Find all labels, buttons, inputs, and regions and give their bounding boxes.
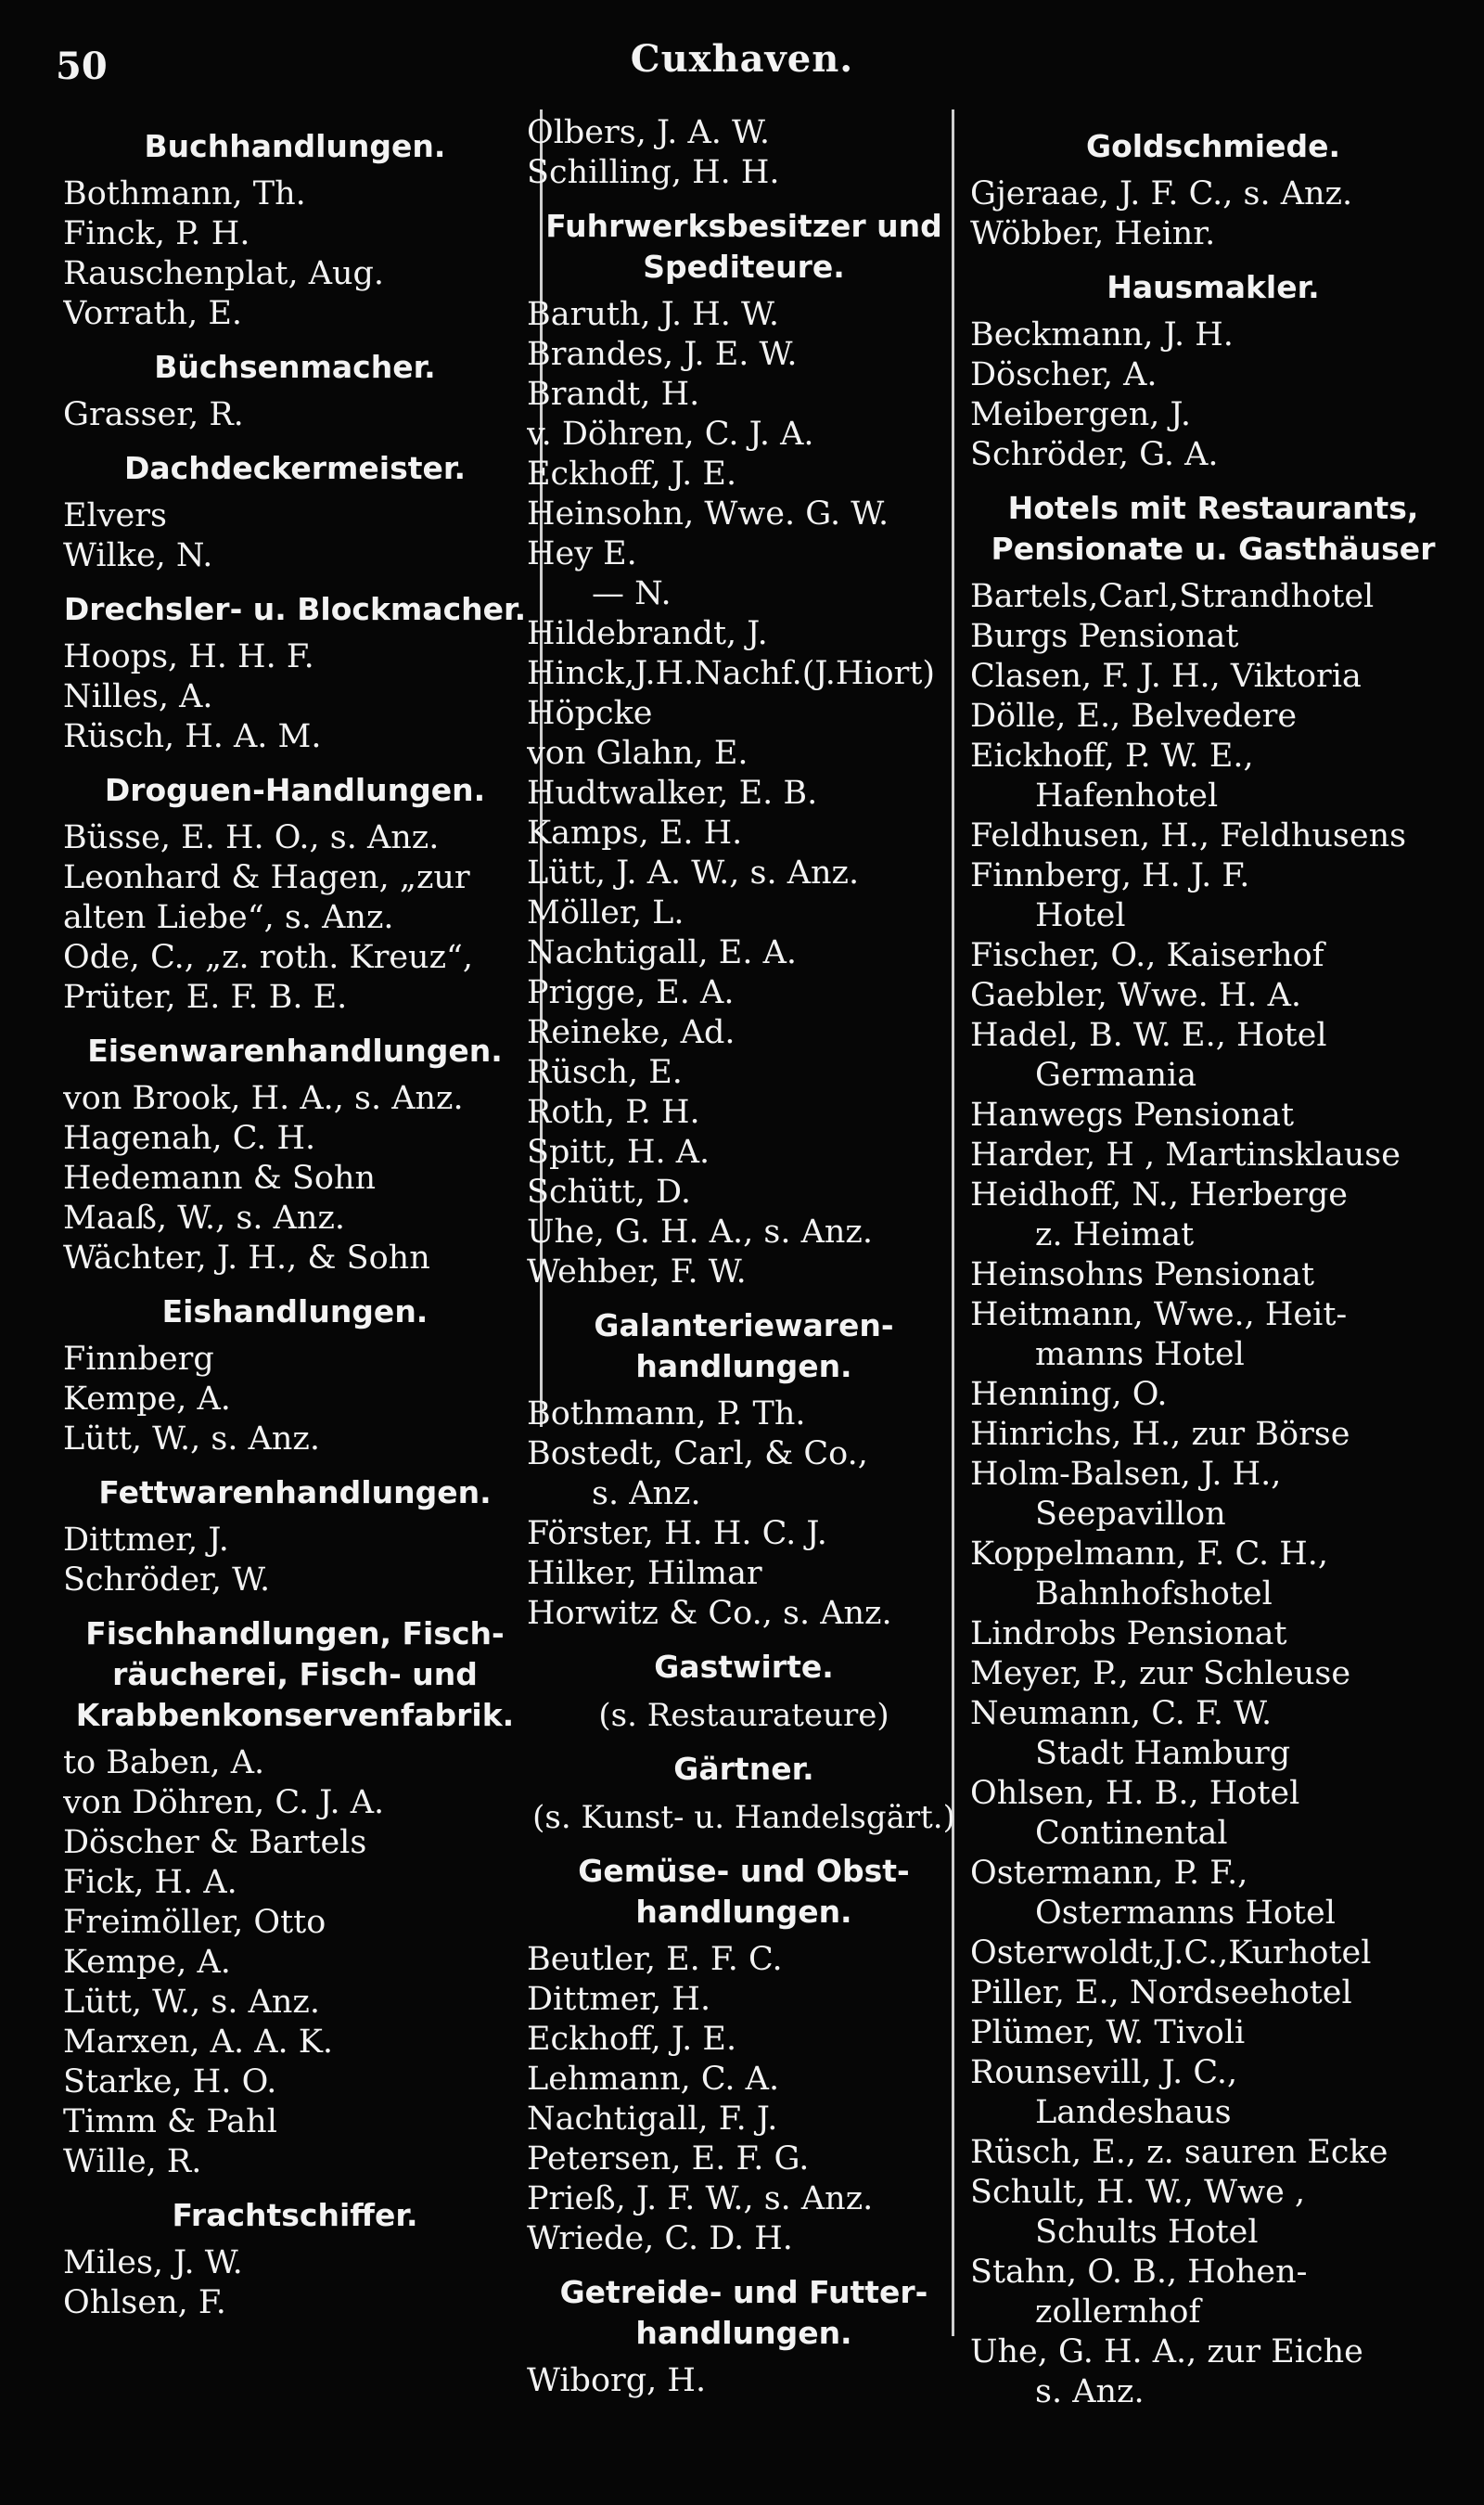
directory-entry: Wiborg, H. (527, 2362, 707, 2399)
directory-section (63, 1472, 527, 1600)
section-heading: Fuhrwerksbesitzer und Spediteure. (545, 208, 942, 285)
directory-entry: z. Heimat (1035, 1216, 1195, 1253)
directory-entry: Henning, O. (970, 1376, 1168, 1413)
directory-entry: Stahn, O. B., Hohen- (970, 2254, 1308, 2291)
directory-entry: Schröder, W. (63, 1561, 271, 1599)
directory-entry: Neumann, C. F. W. (970, 1695, 1273, 1732)
directory-entry: Kempe, A. (63, 1381, 231, 1418)
section-heading: Gärtner. (673, 1751, 814, 1787)
cross-reference-note: (s. Restaurateure) (598, 1697, 889, 1734)
directory-entry: Wächter, J. H., & Sohn (63, 1240, 430, 1277)
directory-entry: Hudtwalker, E. B. (527, 775, 818, 812)
section-heading: Büchsenmacher. (154, 349, 436, 385)
directory-entry: manns Hotel (1035, 1336, 1245, 1373)
directory-entry: Timm & Pahl (63, 2103, 277, 2140)
directory-entry: Lindrobs Pensionat (970, 1615, 1287, 1652)
directory-entry: Miles, J. W. (63, 2244, 243, 2281)
directory-entry: Eckhoff, J. E. (527, 2021, 737, 2058)
directory-entry: Hagenah, C. H. (63, 1120, 316, 1157)
section-heading: Galanteriewaren-handlungen. (594, 1307, 894, 1384)
directory-entry: Bothmann, P. Th. (527, 1395, 806, 1432)
directory-entry: Büsse, E. H. O., s. Anz. (63, 819, 440, 856)
directory-entry: Lütt, W., s. Anz. (63, 1420, 320, 1458)
directory-entry: Meibergen, J. (970, 396, 1191, 433)
directory-section (970, 126, 1456, 254)
section-heading: Frachtschiffer. (172, 2197, 418, 2233)
directory-entry: Dittmer, J. (63, 1522, 229, 1559)
directory-entry: Prieß, J. F. W., s. Anz. (527, 2180, 874, 2217)
directory-section (527, 113, 961, 193)
directory-entry: Eckhoff, J. E. (527, 456, 737, 493)
directory-entry: Finnberg, H. J. F. (970, 857, 1250, 894)
directory-entry: Elvers (63, 497, 167, 534)
directory-section (527, 1305, 961, 1634)
directory-entry: Hey E. (527, 535, 637, 572)
directory-entry: Heidhoff, N., Herberge (970, 1176, 1349, 1214)
directory-section (527, 206, 961, 1292)
directory-entry: Holm-Balsen, J. H., (970, 1456, 1282, 1493)
column-right (970, 113, 1456, 2488)
page-number: 50 (56, 45, 108, 88)
directory-entry: Uhe, G. H. A., s. Anz. (527, 1214, 873, 1251)
directory-entry: Heitmann, Wwe., Heit- (970, 1296, 1348, 1333)
directory-entry: Schilling, H. H. (527, 154, 780, 191)
section-heading: Buchhandlungen. (144, 128, 446, 164)
directory-entry: Hinck,J.H.Nachf.(J.Hiort) (527, 655, 936, 692)
directory-entry: Nachtigall, E. A. (527, 934, 798, 971)
directory-entry: Hilker, Hilmar (527, 1555, 762, 1592)
directory-entry: Rüsch, E. (527, 1054, 683, 1091)
directory-entry: Prigge, E. A. (527, 974, 735, 1011)
directory-entry: Horwitz & Co., s. Anz. (527, 1595, 892, 1632)
directory-entry: Fick, H. A. (63, 1864, 237, 1901)
directory-section (63, 2195, 527, 2323)
directory-entry: Dittmer, H. (527, 1981, 711, 2018)
directory-entry: Uhe, G. H. A., zur Eiche (970, 2333, 1363, 2370)
directory-entry: Fischer, O., Kaiserhof (970, 937, 1324, 974)
directory-entry: Kempe, A. (63, 1944, 231, 1981)
section-heading: Gastwirte. (654, 1649, 834, 1685)
directory-entry: Nachtigall, F. J. (527, 2100, 778, 2138)
directory-entry: Schults Hotel (1035, 2214, 1259, 2251)
directory-entry: Schröder, G. A. (970, 436, 1219, 473)
directory-entry: Piller, E., Nordseehotel (970, 1974, 1352, 2011)
directory-entry: Prüter, E. F. B. E. (63, 979, 348, 1016)
directory-entry: Koppelmann, F. C. H., (970, 1535, 1329, 1573)
directory-entry: Ode, C., „z. roth. Kreuz“, (63, 939, 474, 976)
directory-entry: Bahnhofshotel (1035, 1575, 1273, 1612)
directory-entry: Finck, P. H. (63, 215, 250, 252)
column-left (63, 113, 527, 2488)
directory-entry: Beutler, E. F. C. (527, 1941, 783, 1978)
directory-entry: alten Liebe“, s. Anz. (63, 899, 394, 936)
directory-entry: Dölle, E., Belvedere (970, 698, 1298, 735)
directory-section (63, 589, 527, 757)
directory-entry: Rauschenplat, Aug. (63, 255, 385, 292)
directory-entry: Brandt, H. (527, 376, 700, 413)
section-heading: Getreide- und Futter-handlungen. (559, 2274, 928, 2351)
directory-entry: Marxen, A. A. K. (63, 2023, 334, 2061)
directory-entry: Lütt, W., s. Anz. (63, 1984, 320, 2021)
directory-entry: Roth, P. H. (527, 1094, 700, 1131)
directory-entry: Olbers, J. A. W. (527, 114, 771, 151)
directory-section (527, 1749, 961, 1838)
directory-entry: — N. (592, 575, 672, 612)
directory-entry: Continental (1035, 1815, 1228, 1852)
directory-entry: Ostermann, P. F., (970, 1855, 1248, 1892)
directory-entry: Brandes, J. E. W. (527, 336, 798, 373)
directory-entry: von Döhren, C. J. A. (63, 1784, 385, 1821)
directory-section (63, 1291, 527, 1459)
section-heading: Dachdeckermeister. (124, 450, 466, 486)
directory-entry: Kamps, E. H. (527, 815, 743, 852)
directory-entry: Leonhard & Hagen, „zur (63, 859, 470, 896)
directory-entry: Wriede, C. D. H. (527, 2220, 793, 2257)
directory-entry: Spitt, H. A. (527, 1134, 710, 1171)
directory-entry: Heinsohns Pensionat (970, 1256, 1315, 1293)
directory-section (527, 2272, 961, 2401)
section-heading: Gemüse- und Obst-handlungen. (578, 1853, 910, 1930)
directory-entry: Döscher & Bartels (63, 1824, 367, 1861)
directory-section (63, 126, 527, 334)
directory-entry: Bothmann, Th. (63, 175, 306, 212)
directory-entry: s. Anz. (592, 1475, 701, 1512)
running-head: Cuxhaven. (630, 37, 854, 81)
directory-section (527, 1647, 961, 1736)
directory-entry: zollernhof (1035, 2293, 1201, 2331)
directory-entry: Ohlsen, F. (63, 2284, 226, 2321)
directory-entry: Rounsevill, J. C., (970, 2054, 1238, 2091)
directory-entry: Hanwegs Pensionat (970, 1097, 1295, 1134)
directory-entry: Finnberg (63, 1341, 214, 1378)
directory-entry: Höpcke (527, 695, 653, 732)
directory-entry: Möller, L. (527, 894, 684, 931)
directory-entry: Hoops, H. H. F. (63, 638, 314, 675)
directory-entry: Wehber, F. W. (527, 1253, 747, 1291)
directory-entry: Heinsohn, Wwe. G. W. (527, 495, 889, 533)
directory-entry: Hafenhotel (1035, 777, 1219, 815)
directory-entry: Ostermanns Hotel (1035, 1895, 1336, 1932)
directory-entry: von Brook, H. A., s. Anz. (63, 1080, 464, 1117)
directory-entry: Feldhusen, H., Feldhusens (970, 817, 1407, 854)
directory-entry: Petersen, E. F. G. (527, 2140, 810, 2177)
cross-reference-note: (s. Kunst- u. Handelsgärt.) (532, 1799, 955, 1836)
directory-section (527, 1851, 961, 2259)
directory-entry: Freimöller, Otto (63, 1904, 326, 1941)
directory-entry: Beckmann, J. H. (970, 316, 1234, 353)
directory-entry: Hotel (1035, 897, 1126, 934)
directory-entry: Wöbber, Heinr. (970, 215, 1216, 252)
section-heading: Goldschmiede. (1085, 128, 1340, 164)
directory-entry: Nilles, A. (63, 678, 213, 715)
directory-entry: Schult, H. W., Wwe , (970, 2174, 1306, 2211)
directory-entry: Wilke, N. (63, 537, 213, 574)
directory-entry: Hinrichs, H., zur Börse (970, 1416, 1350, 1453)
directory-entry: Rüsch, H. A. M. (63, 718, 322, 755)
directory-entry: Ohlsen, H. B., Hotel (970, 1775, 1300, 1812)
directory-entry: Bartels,Carl,Strandhotel (970, 578, 1375, 615)
directory-entry: Bostedt, Carl, & Co., (527, 1435, 868, 1472)
directory-section (63, 448, 527, 576)
section-heading: Droguen-Handlungen. (104, 772, 486, 808)
directory-section (63, 770, 527, 1018)
directory-entry: Schütt, D. (527, 1174, 691, 1211)
directory-entry: Wille, R. (63, 2143, 202, 2180)
directory-entry: Reineke, Ad. (527, 1014, 736, 1051)
directory-entry: Clasen, F. J. H., Viktoria (970, 658, 1362, 695)
directory-entry: Maaß, W., s. Anz. (63, 1200, 346, 1237)
section-heading: Eishandlungen. (161, 1293, 429, 1330)
directory-section (63, 1031, 527, 1278)
directory-entry: Eickhoff, P. W. E., (970, 738, 1254, 775)
section-heading: Fischhandlungen, Fisch-räucherei, Fisch- und Krabbenkonservenfabrik. (75, 1615, 515, 1733)
directory-entry: Plümer, W. Tivoli (970, 2014, 1246, 2051)
directory-entry: Gaebler, Wwe. H. A. (970, 977, 1302, 1014)
directory-entry: Grasser, R. (63, 396, 244, 433)
directory-entry: Hadel, B. W. E., Hotel (970, 1017, 1327, 1054)
section-heading: Drechsler- u. Blockmacher. (63, 591, 527, 627)
directory-entry: v. Döhren, C. J. A. (527, 416, 814, 453)
directory-entry: Baruth, J. H. W. (527, 296, 780, 333)
directory-entry: Gjeraae, J. F. C., s. Anz. (970, 175, 1353, 212)
directory-entry: Hildebrandt, J. (527, 615, 768, 652)
section-heading: Hotels mit Restaurants, Pensionate u. Gasthäuser (991, 490, 1436, 567)
directory-entry: Starke, H. O. (63, 2063, 277, 2100)
section-heading: Eisenwarenhandlungen. (87, 1033, 503, 1069)
directory-entry: Lehmann, C. A. (527, 2061, 780, 2098)
directory-entry: s. Anz. (1035, 2373, 1145, 2410)
directory-entry: Germania (1035, 1057, 1197, 1094)
directory-section (970, 488, 1456, 2412)
directory-entry: Lütt, J. A. W., s. Anz. (527, 854, 860, 892)
directory-section (970, 267, 1456, 475)
directory-section (63, 347, 527, 435)
directory-entry: Harder, H , Martinsklause (970, 1137, 1401, 1174)
directory-entry: Förster, H. H. C. J. (527, 1515, 827, 1552)
section-heading: Hausmakler. (1107, 269, 1320, 305)
directory-entry: Burgs Pensionat (970, 618, 1239, 655)
directory-entry: Hedemann & Sohn (63, 1160, 377, 1197)
directory-section (63, 1613, 527, 2182)
directory-entry: Döscher, A. (970, 356, 1158, 393)
section-heading: Fettwarenhandlungen. (98, 1474, 492, 1510)
directory-entry: Osterwoldt,J.C.,Kurhotel (970, 1934, 1372, 1972)
directory-entry: von Glahn, E. (527, 735, 748, 772)
directory-entry: to Baben, A. (63, 1744, 265, 1781)
directory-entry: Seepavillon (1035, 1496, 1226, 1533)
directory-entry: Landeshaus (1035, 2094, 1232, 2131)
directory-entry: Meyer, P., zur Schleuse (970, 1655, 1351, 1692)
directory-entry: Vorrath, E. (63, 295, 242, 332)
column-middle (527, 113, 961, 2488)
directory-entry: Rüsch, E., z. sauren Ecke (970, 2134, 1388, 2171)
directory-entry: Stadt Hamburg (1035, 1735, 1291, 1772)
